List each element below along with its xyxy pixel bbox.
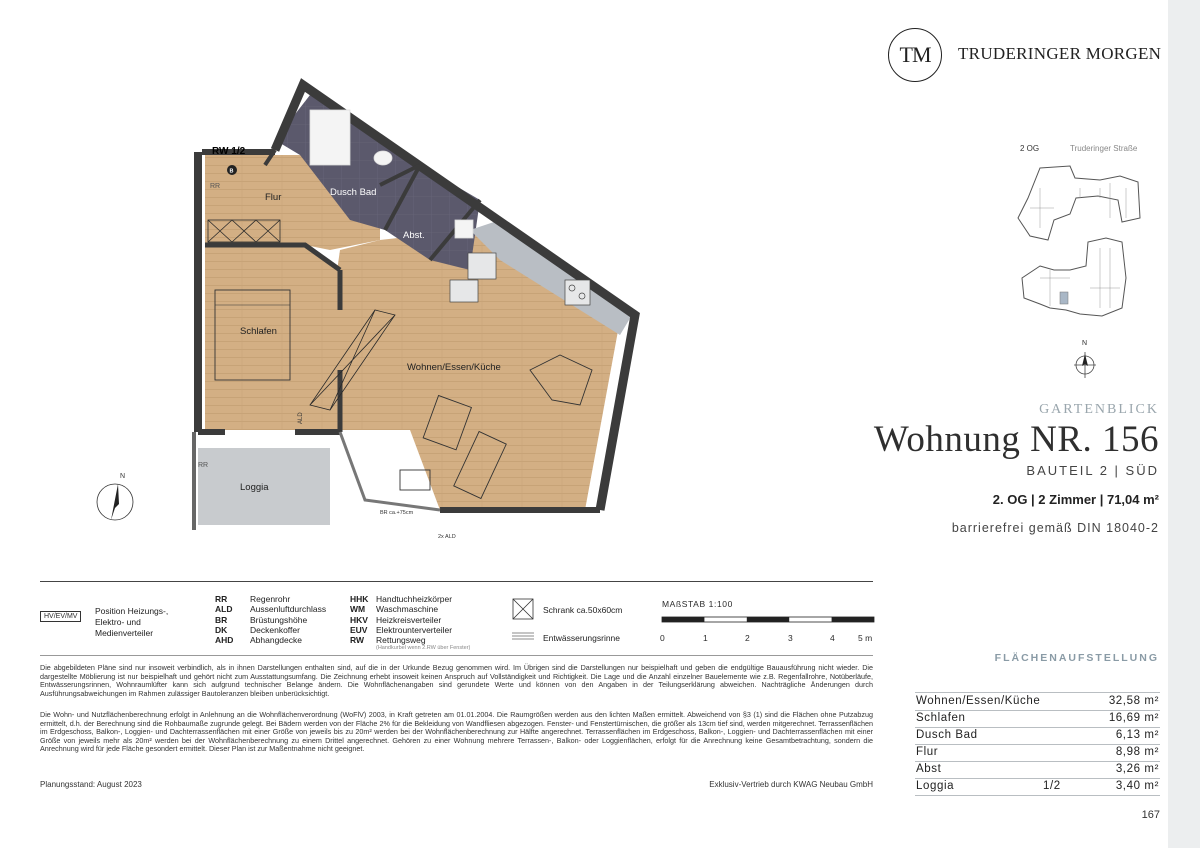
legend-text: Heizkreisverteiler — [376, 614, 442, 625]
rw-note: (Handkurbel wenn 2.RW über Fenster) — [376, 645, 471, 652]
legend-abbr: EUV — [350, 624, 368, 635]
legend-abbr: HKV — [350, 614, 368, 625]
ald-note: 2x ALD — [438, 534, 456, 540]
hv-box: HV/EV/MV — [40, 611, 81, 622]
legend-abbr: BR — [215, 614, 228, 625]
legend-abbr: DK — [215, 624, 228, 635]
hv-text-2: Elektro- und — [95, 617, 141, 627]
keyplan-north-label: N — [1082, 340, 1088, 347]
scale-tick: 2 — [745, 633, 750, 643]
area-value: 8,98 m² — [1115, 746, 1159, 758]
legend-text: Elektrounterverteiler — [376, 624, 453, 635]
hv-text-3: Medienverteiler — [95, 628, 154, 638]
room-label-flur: Flur — [265, 192, 282, 203]
legend-abbr: AHD — [215, 635, 234, 646]
area-row — [915, 710, 1160, 728]
rr-label-1: RR — [210, 183, 221, 190]
room-label-abst: Abst. — [403, 230, 425, 241]
disclaimer-p2: Die Wohn- und Nutzflächenberechnung erfolgt in Anlehnung an die Wohnflächenverordnung (WoFlV) 2003, in Kraft getreten am 01.01.2004. Die Raumgrößen werden aus den lichten Maßen ermittelt. Abweichend von §3 (1) sind die Flächen ohne Putzabzug ermittelt, d.h. der Berechnung sind die Rohbaumaße zugrunde gelegt. Bei Bädern werden von der Fläche 2% für die Bekleidung von Wandfliesen abgezogen. Fenster- und Fenstertürnischen, die größer als 13cm tief sind, werden mitgerechnet. Terrassenflächen im Erdgeschoss, Balkon-, Loggien- und Dachterrassenflächen mit einer Größe von jeweils bis zu 20m² werden bei der Wohnflächenberechnung zur Hälfte angerechnet. Terrassenflächen im Erdgeschoss, Balkon-, Loggien- und Dachterrassenflächen mit einer Größe von jeweils mehr als 20m² werden bei der Wohnflächenberechnung zu einem Drittel angerechnet. Gehören zu einer Wohnung mehrere Terrassen-, Balkon- oder Loggienflächen, erfolgt für die Anrechnung keine Gesamtbetrachtung, sondern die Anrechnung wird für jede Fläche gesondert ermittelt. Dieser Plan ist zur Maßentnahme nicht geeignet. — [40, 710, 873, 753]
keyplan — [1010, 140, 1160, 380]
planning-status: Planungsstand: August 2023 — [40, 780, 142, 789]
area-name: Loggia — [916, 780, 955, 792]
area-value: 32,58 m² — [1108, 695, 1159, 707]
scale-tick: 5 m — [858, 633, 873, 643]
rinne-label: Entwässerungsrinne — [543, 633, 621, 643]
area-row — [915, 778, 1160, 796]
legend-top-rule — [40, 581, 873, 582]
plan-north-label: N — [120, 473, 126, 480]
legend-abbr: ALD — [215, 604, 233, 615]
apartment-summary: 2. OG | 2 Zimmer | 71,04 m² — [992, 492, 1159, 507]
area-factor: 1/2 — [1043, 780, 1061, 792]
legend-text: Waschmaschine — [376, 604, 439, 615]
room-label-dusch-bad: Dusch Bad — [330, 187, 377, 198]
ald-label: ALD — [298, 412, 304, 424]
scale-bar — [662, 616, 874, 626]
schrank-label: Schrank ca.50x60cm — [543, 605, 623, 615]
legend-text: Brüstungshöhe — [250, 614, 308, 625]
vertrieb-note: Exklusiv-Vertrieb durch KWAG Neubau GmbH — [709, 780, 873, 789]
area-value: 3,40 m² — [1115, 780, 1159, 792]
legend-text: Regenrohr — [250, 594, 291, 604]
area-row — [915, 727, 1160, 745]
scale-tick: 4 — [830, 633, 835, 643]
scale-tick: 3 — [788, 633, 793, 643]
rinne-symbol — [512, 632, 534, 642]
legend-abbr: RW — [350, 635, 365, 646]
legend-col-2 — [350, 594, 470, 651]
area-name: Schlafen — [916, 712, 966, 724]
area-value: 6,13 m² — [1115, 729, 1159, 741]
rw-label: RW 1/2 — [212, 146, 246, 157]
legend-text: Deckenkoffer — [250, 624, 300, 635]
legend-col-1 — [215, 594, 326, 645]
page-number: 167 — [1141, 809, 1160, 821]
room-label-schlafen: Schlafen — [240, 326, 277, 337]
scale-title: MAßSTAB 1:100 — [662, 599, 733, 609]
legend-text: Abhangdecke — [250, 635, 302, 646]
br-note: BR ca.+75cm — [380, 510, 414, 516]
legend-abbr: RR — [215, 594, 228, 604]
b-marker: B — [229, 168, 234, 175]
area-row — [915, 761, 1160, 779]
area-name: Wohnen/Essen/Küche — [916, 695, 1041, 707]
building-label: BAUTEIL 2 | SÜD — [1026, 463, 1159, 478]
apartment-title: Wohnung NR. 156 — [873, 419, 1159, 460]
floor-plan — [120, 70, 650, 550]
legend-abbr: WM — [350, 604, 366, 615]
keyplan-floor: 2 OG — [1020, 144, 1040, 153]
areas-title: FLÄCHENAUFSTELLUNG — [994, 652, 1159, 664]
area-value: 16,69 m² — [1108, 712, 1159, 724]
view-label: GARTENBLICK — [1039, 402, 1159, 417]
disclaimer-p1: Die abgebildeten Pläne sind nur insoweit verbindlich, als in ihnen Darstellungen enthalten sind, auf die in der Urkunde Bezug genommen wird. Im Übrigen sind die Darstellungen nur beispielhaft und geben die endgültige Bauausführung nicht wieder. Die dargestellte Möblierung ist nur beispielhaft und gehört nicht zum Ausstattungsumfang. Die Zeichnung erhebt insoweit keinen Anspruch auf Vollständigkeit und Richtigkeit. Die Lage und die Anzahl einzelner Bauelemente wie z.B. Regenfallrohre, Notüberläufe, Entwässerungsrinnen, Wohnraumlüfter kann sich aufgrund technischer Belange ändern. Die Wohnflächenangaben sind gerundete Werte und können von den Angaben in der Teilungserklärung abweichen. Nachträgliche Änderungen durch Ausführungsabweichungen im Rahmen zulässiger Bautoleranzen bleiben unberücksichtigt. — [40, 663, 873, 698]
page-edge-band — [1168, 0, 1200, 848]
hv-text-1: Position Heizungs-, — [95, 606, 169, 616]
area-row — [915, 744, 1160, 762]
brand-logo: TM — [888, 28, 942, 82]
area-name: Dusch Bad — [916, 729, 978, 741]
room-label-loggia: Loggia — [240, 482, 269, 493]
scale-tick: 0 — [660, 633, 665, 643]
area-name: Flur — [916, 746, 939, 758]
room-label-wohnen: Wohnen/Essen/Küche — [407, 362, 501, 373]
legend-text: Aussenluftdurchlass — [250, 604, 327, 615]
area-row — [915, 692, 1160, 711]
legend-abbr: HHK — [350, 594, 369, 604]
brand-name: TRUDERINGER MORGEN — [958, 44, 1162, 63]
legend-text: Rettungsweg — [376, 635, 426, 646]
plan-north-icon — [97, 484, 133, 520]
area-value: 3,26 m² — [1115, 763, 1159, 775]
legend-bottom-rule — [40, 655, 873, 656]
legend-text: Handtuchheizkörper — [376, 594, 453, 604]
accessibility-note: barrierefrei gemäß DIN 18040-2 — [951, 521, 1159, 535]
area-name: Abst — [916, 763, 942, 775]
schrank-symbol — [512, 598, 534, 620]
keyplan-street: Truderinger Straße — [1070, 144, 1138, 153]
rr-label-2: RR — [198, 462, 209, 469]
scale-tick: 1 — [703, 633, 708, 643]
